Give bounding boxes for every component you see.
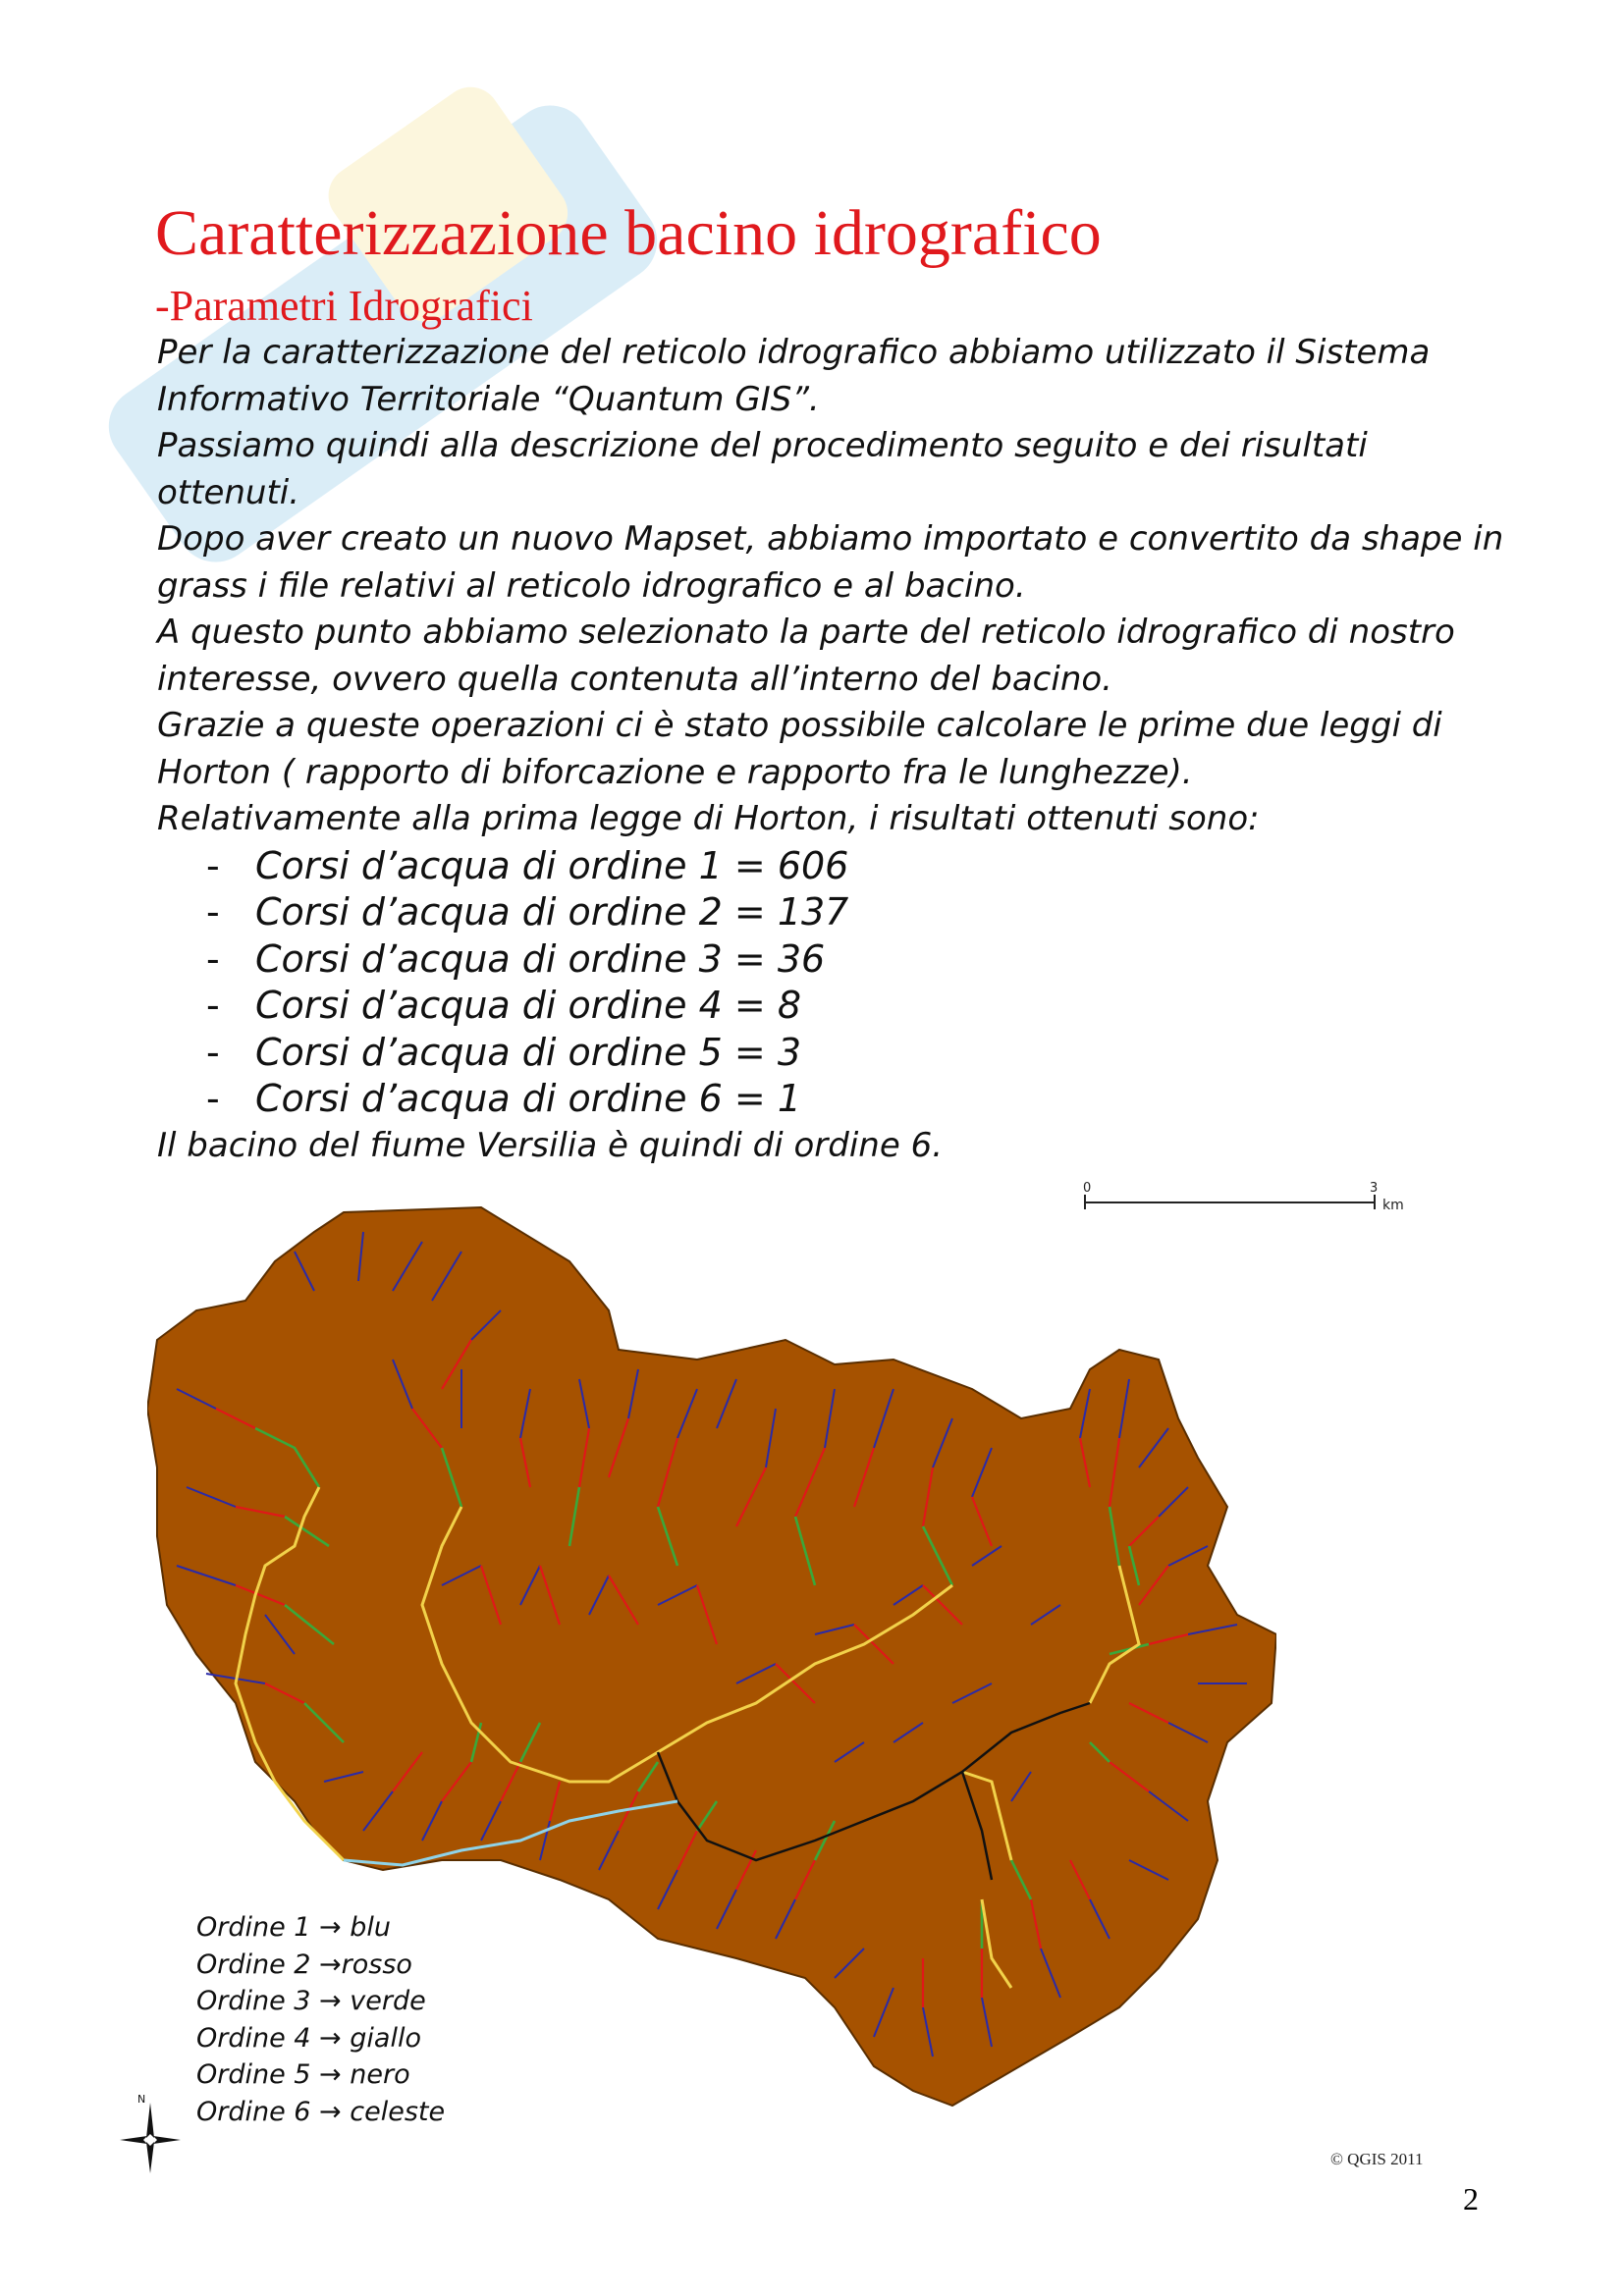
list-item: - Corsi d’acqua di ordine 1 = 606 (206, 843, 849, 887)
north-label: N (137, 2093, 146, 2106)
paragraph: Relativamente alla prima legge di Horton, i risultati ottenuti sono: (157, 799, 1260, 838)
legend-item: Ordine 2 →rosso (196, 1949, 412, 1980)
order-count-list (157, 843, 1512, 1123)
list-item: - Corsi d’acqua di ordine 3 = 36 (206, 936, 826, 981)
map-legend (196, 1909, 445, 2130)
legend-item: Ordine 6 → celeste (196, 2096, 446, 2127)
map-credit: © QGIS 2011 (1330, 2150, 1424, 2168)
list-item: - Corsi d’acqua di ordine 2 = 137 (206, 890, 849, 934)
legend-item: Ordine 5 → nero (196, 2059, 410, 2090)
body-text (157, 330, 1512, 1169)
paragraph: A questo punto abbiamo selezionato la parte del reticolo idrografico di nostro interesse, ovvero quella contenuta all’interno del bacino. (157, 613, 1455, 699)
scale-unit-label: km (1382, 1198, 1404, 1213)
north-arrow-icon (116, 2091, 185, 2179)
scale-start-label: 0 (1083, 1181, 1092, 1196)
page-number: 2 (1463, 2181, 1479, 2216)
page-title: Caratterizzazione bacino idrografico (155, 197, 1102, 269)
paragraph: Passiamo quindi alla descrizione del procedimento seguito e dei risultati ottenuti. (157, 426, 1368, 512)
legend-item: Ordine 3 → verde (196, 1986, 426, 2016)
legend-item: Ordine 4 → giallo (196, 2022, 421, 2054)
section-subtitle: -Parametri Idrografici (155, 282, 533, 330)
list-item: - Corsi d’acqua di ordine 5 = 3 (206, 1030, 801, 1074)
legend-item: Ordine 1 → blu (196, 1912, 392, 1943)
list-item: - Corsi d’acqua di ordine 4 = 8 (206, 984, 801, 1027)
paragraph: Grazie a queste operazioni ci è stato possibile calcolare le prime due leggi di Horton ( rapporto di biforcazione e rapporto fra le lunghezze). (157, 706, 1442, 792)
conclusion-text: Il bacino del fiume Versilia è quindi di ordine 6. (157, 1125, 944, 1165)
scale-end-label: 3 (1370, 1181, 1379, 1196)
paragraph: Dopo aver creato un nuovo Mapset, abbiamo importato e convertito da shape in grass i file relativi al reticolo idrografico e al bacino. (157, 519, 1504, 606)
list-item: - Corsi d’acqua di ordine 6 = 1 (206, 1077, 801, 1120)
paragraph: Per la caratterizzazione del reticolo idrografico abbiamo utilizzato il Sistema Informativo Territoriale “Quantum GIS”. (157, 333, 1431, 419)
